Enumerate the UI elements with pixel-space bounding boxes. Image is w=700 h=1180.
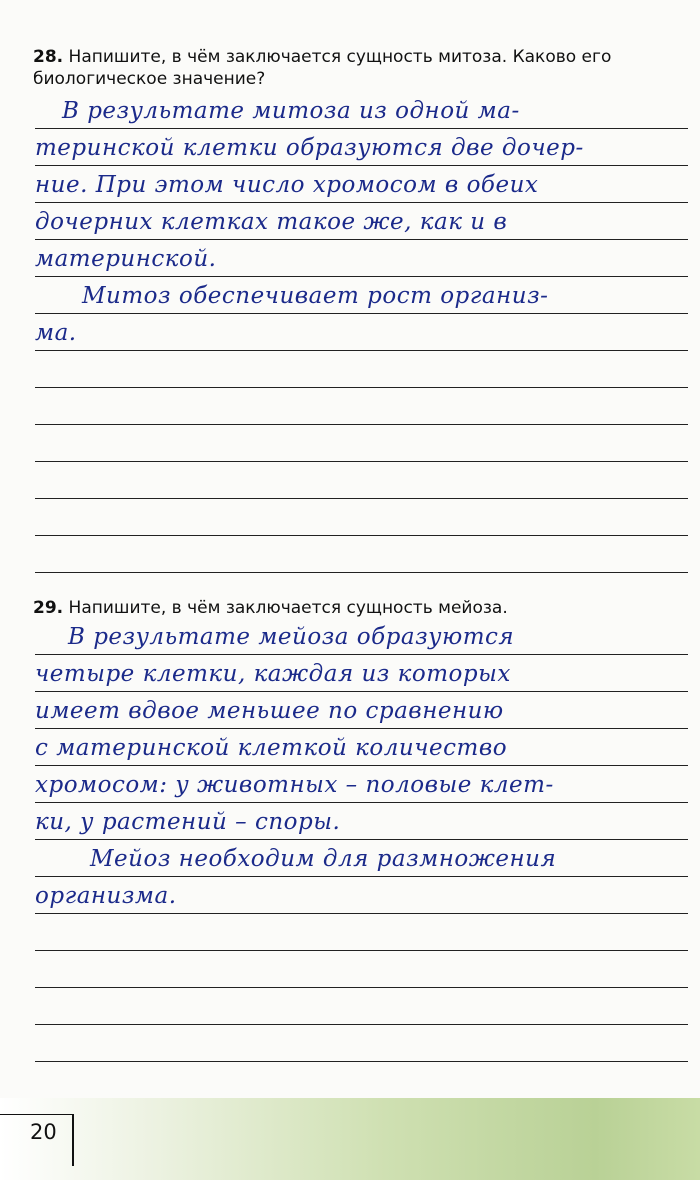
ruled-line <box>35 128 688 129</box>
page-number: 20 <box>30 1120 57 1144</box>
ruled-line <box>35 572 688 573</box>
question-28-text-line2: биологическое значение? <box>33 69 266 89</box>
handwritten-answer-29-line: В результате мейоза образуются <box>68 624 515 650</box>
question-28-number: 28. <box>33 47 64 67</box>
ruled-line <box>35 350 688 351</box>
handwritten-answer-28-line: дочерних клетках такое же, как и в <box>35 209 508 235</box>
handwritten-answer-28-line: ние. При этом число хромосом в обеих <box>35 172 539 198</box>
handwritten-answer-29-line: хромосом: у животных – половые клет- <box>35 772 554 798</box>
question-29-text: Напишите, в чём заключается сущность мейоза. <box>68 598 508 618</box>
page-footer-band <box>0 1098 700 1180</box>
ruled-line <box>35 987 688 988</box>
ruled-line <box>35 1061 688 1062</box>
ruled-line <box>35 276 688 277</box>
ruled-line <box>35 802 688 803</box>
handwritten-answer-29-line: ки, у растений – споры. <box>35 809 341 835</box>
handwritten-answer-28-line: материнской. <box>35 246 217 272</box>
ruled-line <box>35 165 688 166</box>
ruled-line <box>35 313 688 314</box>
handwritten-answer-29-line: Мейоз необходим для размножения <box>90 846 557 872</box>
handwritten-answer-29-line: с материнской клеткой количество <box>35 735 508 761</box>
ruled-line <box>35 876 688 877</box>
handwritten-answer-28-line: Митоз обеспечивает рост организ- <box>82 283 549 309</box>
question-29-number: 29. <box>33 598 64 618</box>
ruled-line <box>35 498 688 499</box>
handwritten-answer-28-line: В результате митоза из одной ма- <box>62 98 520 124</box>
ruled-line <box>35 839 688 840</box>
ruled-line <box>35 202 688 203</box>
handwritten-answer-29-line: имеет вдвое меньшее по сравнению <box>35 698 504 724</box>
handwritten-answer-28-line: теринской клетки образуются две дочер- <box>35 135 584 161</box>
ruled-line <box>35 424 688 425</box>
ruled-line <box>35 728 688 729</box>
page-number-box-top <box>0 1114 72 1115</box>
ruled-line <box>35 913 688 914</box>
ruled-line <box>35 1024 688 1025</box>
ruled-line <box>35 239 688 240</box>
handwritten-answer-29-line: организма. <box>35 883 177 909</box>
question-28 <box>33 46 688 90</box>
handwritten-answer-29-line: четыре клетки, каждая из которых <box>35 661 511 687</box>
question-28-text: Напишите, в чём заключается сущность митоза. Каково его <box>68 47 612 67</box>
ruled-line <box>35 950 688 951</box>
ruled-line <box>35 765 688 766</box>
handwritten-answer-28-line: ма. <box>35 320 77 346</box>
ruled-line <box>35 535 688 536</box>
question-29 <box>33 597 688 619</box>
page-number-divider <box>72 1114 74 1166</box>
ruled-line <box>35 691 688 692</box>
ruled-line <box>35 387 688 388</box>
ruled-line <box>35 654 688 655</box>
ruled-line <box>35 461 688 462</box>
